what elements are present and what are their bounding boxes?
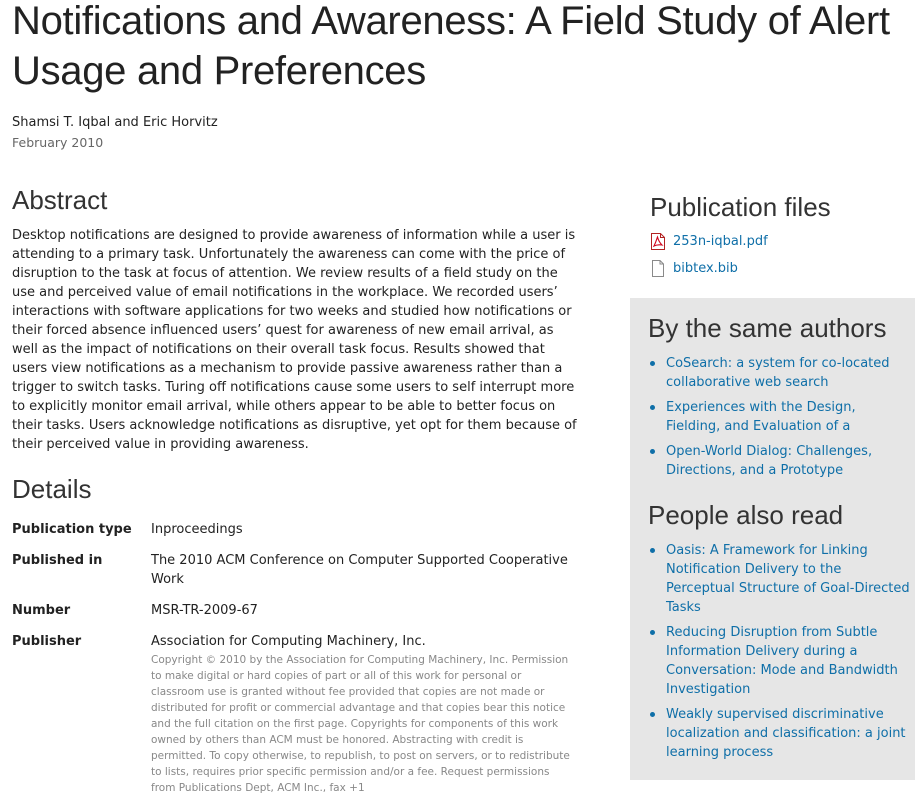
detail-value: Inproceedings: [151, 522, 243, 537]
also-read-link[interactable]: Reducing Disruption from Subtle Information Delivery during a Conversation: Mode and Bandwidth Investigation: [666, 625, 898, 697]
details-heading: Details: [12, 474, 92, 504]
list-item: [648, 705, 910, 762]
detail-label: Publication type: [12, 522, 132, 537]
pdf-file-icon: [650, 233, 666, 250]
detail-value: The 2010 ACM Conference on Computer Supported Cooperative Work: [151, 553, 568, 587]
page-title: Notifications and Awareness: A Field Study of Alert Usage and Preferences: [12, 0, 890, 93]
detail-label: Number: [12, 603, 71, 618]
pdf-file-name: 253n-iqbal.pdf: [673, 234, 768, 249]
also-read-heading: People also read: [648, 500, 844, 530]
copyright-notice: Copyright © 2010 by the Association for Computing Machinery, Inc. Permission to make digital or hard copies of part or all of this work for personal or classroom use is granted without fee provided that copies are not made or distributed for profit or commercial advantage and that copies bear this notice and the full citation on the first page. Copyrights for components of this work owned by others than ACM must be honored. Abstracting with credit is permitted. To copy otherwise, to republish, to post on servers, or to redistribute to lists, requires prior specific permission and/or a fee. Request permissions from Publications Dept, ACM Inc., fax +1: [151, 654, 570, 794]
same-authors-list: [648, 354, 910, 486]
related-sidebar: [630, 298, 915, 780]
same-authors-link[interactable]: Experiences with the Design, Fielding, and Evaluation of a: [666, 400, 856, 434]
same-authors-link[interactable]: Open-World Dialog: Challenges, Directions, and a Prototype: [666, 444, 873, 478]
list-item: [648, 442, 910, 480]
list-item: [648, 541, 910, 617]
also-read-link[interactable]: Weakly supervised discriminative localization and classification: a joint learning process: [666, 707, 906, 760]
detail-value: Association for Computing Machinery, Inc.: [151, 634, 426, 649]
authors: Shamsi T. Iqbal and Eric Horvitz: [12, 115, 218, 130]
same-authors-link[interactable]: CoSearch: a system for co-located collaborative web search: [666, 356, 890, 390]
list-item: [648, 354, 910, 392]
pdf-file-link[interactable]: [650, 233, 768, 250]
abstract-text: Desktop notifications are designed to provide awareness of information while a user is attending to a primary task. Unfortunately the awareness can come with the price of disruption to the task at focus of attention. We review results of a field study on the use and perceived value of email notifications in the workplace. We recorded users’ interactions with software applications for two weeks and studied how notifications or their forced absence influenced users’ quest for awareness of new email arrival, as well as the impact of notifications on their overall task focus. Results showed that users view notifications as a mechanism to provide passive awareness rather than a trigger to switch tasks. Turing off notifications cause some users to self interrupt more to explicitly monitor email arrival, while others appear to be able to better focus on their tasks. Users acknowledge notifications as disruptive, yet opt for them because of their perceived value in providing awareness.: [12, 228, 577, 452]
same-authors-heading: By the same authors: [648, 313, 887, 343]
bib-file-name: bibtex.bib: [673, 261, 738, 276]
list-item: [648, 623, 910, 699]
detail-label: Publisher: [12, 634, 82, 649]
detail-value: MSR-TR-2009-67: [151, 603, 258, 618]
abstract-heading: Abstract: [12, 185, 108, 215]
also-read-list: [648, 541, 910, 768]
publication-files-heading: Publication files: [650, 192, 831, 222]
detail-label: Published in: [12, 553, 103, 568]
list-item: [648, 398, 910, 436]
bib-file-link[interactable]: [650, 260, 738, 277]
publication-date: February 2010: [12, 135, 104, 150]
also-read-link[interactable]: Oasis: A Framework for Linking Notification Delivery to the Perceptual Structure of Goal-Directed Tasks: [666, 543, 910, 615]
file-icon: [650, 260, 666, 277]
